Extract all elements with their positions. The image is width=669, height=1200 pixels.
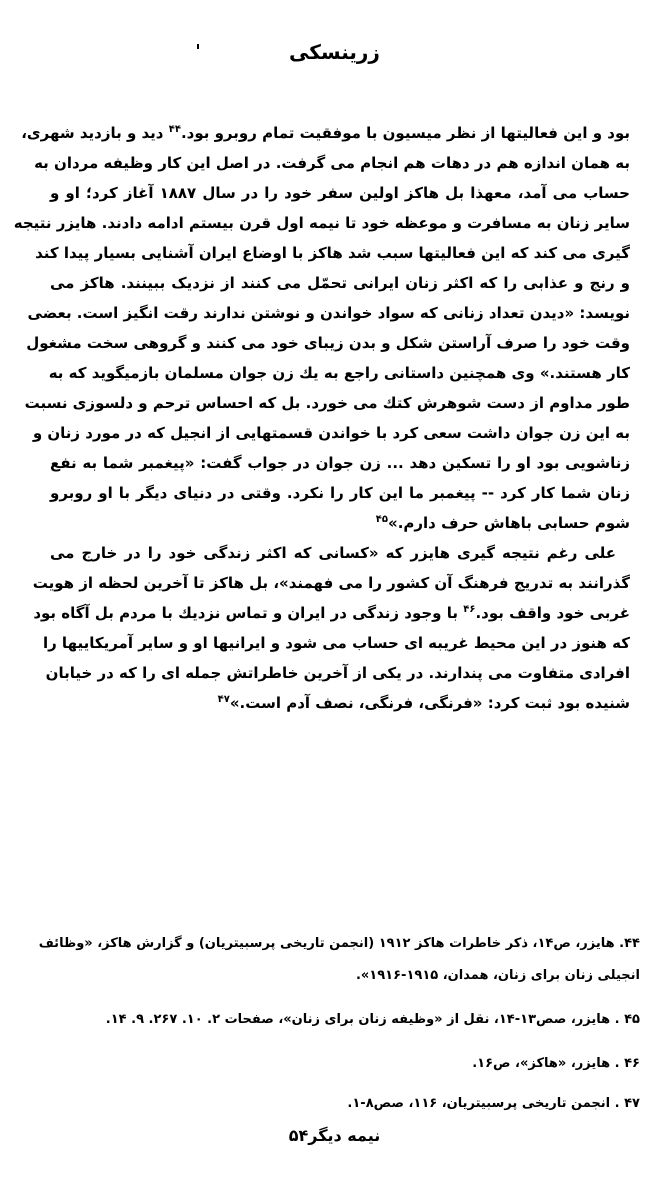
body-line: نویسد: «دیدن تعداد زنانی که سواد خواندن و نوشتن ندارند رقت انگیز است. بعضی	[27, 304, 630, 322]
body-line: حساب می آمد، معهذا بل هاکز اولین سفر خود را در سال ۱۸۸۷ آغاز کرد؛ او و	[50, 184, 630, 202]
footnote-47: ۴۷ . انجمن تاریخی پرسبیتریان، ۱۱۶، صص۸-۱.	[347, 1096, 640, 1111]
body-line: به این زن جوان داشت سعی کرد با خواندن قسمتهایی از انجیل که در مورد زنان و	[32, 424, 630, 442]
body-line: که هنوز در این محیط غریبه ای حساب می شود و ایرانیها او و سایر آمریکاییها را	[42, 634, 630, 652]
body-line: علی رغم نتیجه گیری هایزر که «کسانی که اکثر زندگی خود را در خارج می	[50, 544, 616, 562]
body-line: غربی خود واقف بود.$^{۴۶}$ با وجود زندگی در ایران و تماس نزدیك با مردم بل آگاه بود	[33, 604, 630, 622]
scan-speck	[197, 44, 199, 49]
body-line: گیری می کند که این فعالیتها سبب شد هاکز با اوضاع ایران آشنایی بسیار پیدا کند	[35, 244, 630, 262]
body-line: به همان اندازه هم در دهات هم انجام می گرفت. در اصل این کار وظیفه مردان به	[34, 154, 630, 172]
body-line: شوم حسابی باهاش حرف دارم.»$^{۴۵}$	[375, 514, 630, 532]
body-line: افرادی متفاوت می پندارند. در یکی از آخرین خاطراتش جمله ای را که در خیابان	[45, 664, 630, 682]
body-line: زنان شما کار کرد -- پیغمبر ما این کار را نکرد. وقتی در دنیای دیگر با او روبرو	[50, 484, 630, 502]
page-footer: نیمه دیگر۵۴	[288, 1126, 381, 1145]
body-line: وقت خود را صرف آراستن شکل و بدن زیبای خود می کنند و گروهی سخت مشغول	[26, 334, 630, 352]
footnote-44: ۴۴. هایزر، ص۱۴، ذکر خاطرات هاکز ۱۹۱۲ (انجمن تاریخی پرسبیتریان) و گزارش هاکز، «وظائف	[38, 936, 640, 951]
body-line: طور مداوم از دست شوهرش کتك می خورد. بل که احساس ترحم و دلسوزی نسبت	[24, 394, 630, 412]
body-line: سایر زنان به مسافرت و موعظه خود تا نیمه اول قرن بیستم ادامه دادند. هایزر نتیجه	[13, 214, 630, 232]
body-line: کار هستند.» وی همچنین داستانی راجع به یك زن جوان مسلمان بازمیگوید که به	[48, 364, 630, 382]
page-header-title: زرینسکی	[289, 40, 380, 64]
body-line: زناشویی بود او را تسکین دهد ... زن جوان در جواب گفت: «پیغمبر شما به نفع	[50, 454, 630, 472]
body-line: گذرانند به تدریج فرهنگ آن کشور را می فهمند»، بل هاکز تا آخرین لحظه از هویت	[32, 574, 630, 592]
body-text	[13, 118, 630, 718]
footnote-46: ۴۶ . هایزر، «هاکز»، ص۱۶.	[472, 1056, 640, 1071]
body-line: بود و این فعالیتها از نظر میسیون با موفقیت تمام روبرو بود.$^{۴۴}$ دید و بازدید شهری،	[21, 124, 630, 142]
body-line: و رنج و عذابی را که اکثر زنان ایرانی تحمّل می کنند از نزدیک ببینند. هاکز می	[50, 274, 630, 292]
footnote-44-continued: انجیلی زنان برای زنان، همدان، ۱۹۱۵-۱۹۱۶».	[355, 968, 640, 983]
body-line: شنیده بود ثبت کرد: «فرنگی، فرنگی، نصف آدم است.»$^{۴۷}$	[217, 694, 630, 712]
footnote-45: ۴۵ . هایزر، صص۱۳-۱۴، نقل از «وظیفه زنان برای زنان»، صفحات ۲. ۱۰. ۲۶۷. ۹. ۱۴.	[105, 1012, 640, 1027]
